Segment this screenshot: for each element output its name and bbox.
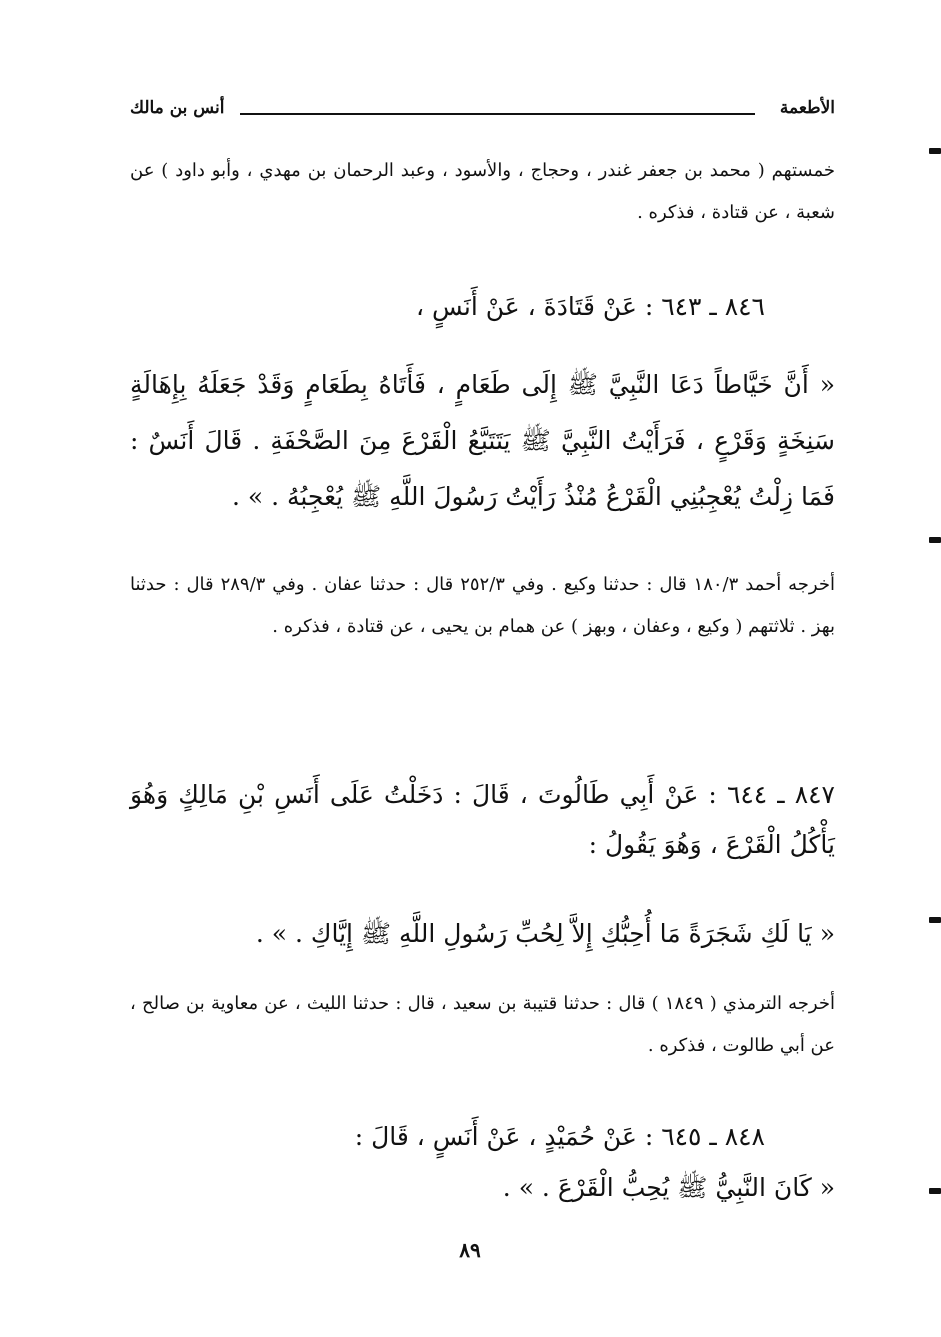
running-header <box>130 92 835 132</box>
citation-847: أخرجه الترمذي ( ١٨٤٩ ) قال : حدثنا قتيبة بن سعيد ، قال : حدثنا الليث ، عن معاوية بن صالح ، عن أبي طالوت ، فذكره . <box>130 993 835 1056</box>
hadith-848-intro: ٨٤٨ ـ ٦٤٥ : عَنْ حُمَيْدٍ ، عَنْ أَنَسٍ ، قَالَ : <box>354 1122 765 1151</box>
page-number: ٨٩ <box>459 1238 481 1262</box>
hadith-847-text: « يَا لَكِ شَجَرَةً مَا أُحِبُّكِ إِلاَّ لِحُبِّ رَسُولِ اللَّهِ ﷺ إِيَّاكِ . » . <box>255 919 835 948</box>
citation-846: أخرجه أحمد ١٨٠/٣ قال : حدثنا وكيع . وفي ٢٥٢/٣ قال : حدثنا عفان . وفي ٢٨٩/٣ قال : حدثنا بهز . ثلاثتهم ( وكيع ، وعفان ، وبهز ) عن همام بن يحيى ، عن قتادة ، فذكره . <box>130 574 835 637</box>
chapter-title: الأطعمة <box>779 98 835 118</box>
margin-mark <box>929 1188 941 1194</box>
narrator-title: أنس بن مالك <box>130 98 225 118</box>
hadith-848-text: « كَانَ النَّبِيُّ ﷺ يُحِبُّ الْقَرْعَ . » . <box>502 1173 835 1202</box>
margin-mark <box>929 537 941 543</box>
hadith-847-intro: ٨٤٧ ـ ٦٤٤ : عَنْ أَبِي طَالُوتَ ، قَالَ : دَخَلْتُ عَلَى أَنَسِ بْنِ مَالِكٍ وَهُوَ يَأْكُلُ الْقَرْعَ ، وَهُوَ يَقُولُ : <box>130 780 835 859</box>
citation-continued: خمستهم ( محمد بن جعفر غندر ، وحجاج ، والأسود ، وعبد الرحمان بن مهدي ، وأبو داود ) عن شعبة ، عن قتادة ، فذكره . <box>130 160 835 223</box>
hadith-846-text: « أَنَّ خَيَّاطاً دَعَا النَّبِيَّ ﷺ إِلَى طَعَامٍ ، فَأَتَاهُ بِطَعَامٍ وَقَدْ جَعَلَهُ بِإِهَالَةٍ سَنِخَةٍ وَقَرْعٍ ، فَرَأَيْتُ النَّبِيَّ ﷺ يَتَتَبَّعُ الْقَرْعَ مِنَ الصَّحْفَةِ . قَالَ أَنَسٌ : فَمَا زِلْتُ يُعْجِبُنِي الْقَرْعُ مُنْذُ رَأَيْتُ رَسُولَ اللَّهِ ﷺ يُعْجِبُهُ . » . <box>130 370 835 511</box>
margin-mark <box>929 148 941 154</box>
margin-mark <box>929 917 941 923</box>
header-rule <box>240 113 755 115</box>
hadith-846-intro: ٨٤٦ ـ ٦٤٣ : عَنْ قَتَادَةَ ، عَنْ أَنَسٍ ، <box>415 292 765 321</box>
